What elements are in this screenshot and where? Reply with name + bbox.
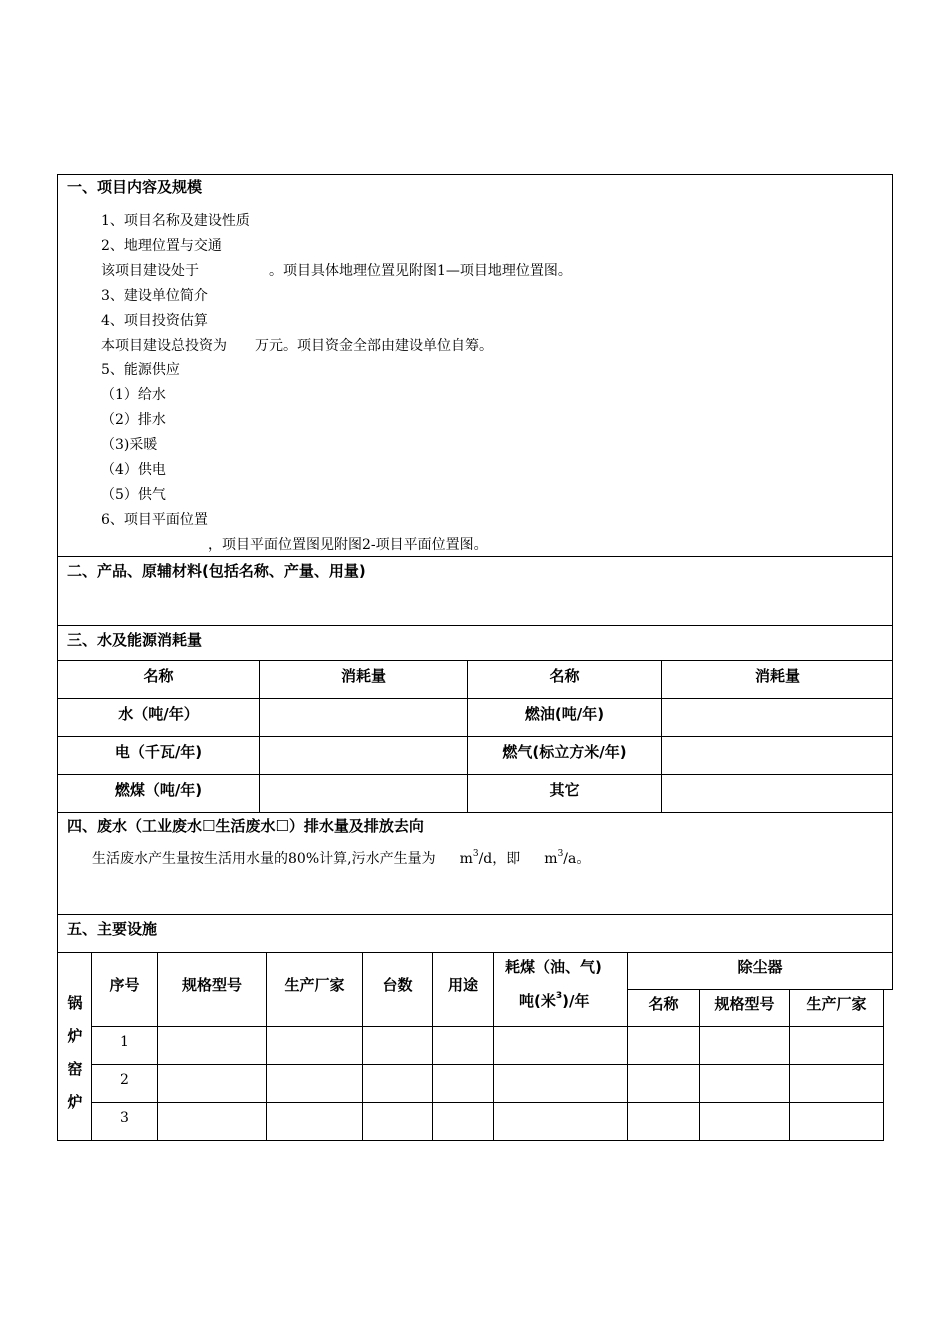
section1-line: 5、能源供应: [101, 362, 180, 378]
section4-heading: 四、废水（工业废水☐生活废水☐）排水量及排放去向: [67, 817, 424, 835]
header-model: 规格型号: [181, 976, 242, 994]
section1-line: （2）排水: [101, 412, 166, 428]
section1-line: （5）供气: [101, 487, 166, 503]
section1-line: 本项目建设总投资为 万元。项目资金全部由建设单位自筹。: [101, 338, 493, 354]
header-dust-collector: 除尘器: [737, 958, 783, 976]
header-fuel-top: 耗煤（油、气): [505, 958, 602, 976]
header-dust-model: 规格型号: [714, 995, 775, 1013]
section1-line: 4、项目投资估算: [101, 313, 208, 329]
header-fuel-bottom: [519, 991, 589, 1011]
table-line: [91, 1102, 884, 1103]
side-label-char: 炉: [67, 1026, 83, 1045]
side-label-char: 锅: [67, 993, 83, 1012]
unit-annual-sup: 3: [557, 849, 564, 859]
section1-line: 1、项目名称及建设性质: [101, 213, 250, 229]
fuel-unit-sup: 3: [555, 991, 563, 1001]
unit-annual-tail: /a。: [563, 851, 591, 867]
energy-value-cell[interactable]: [662, 775, 893, 812]
side-label-char: 炉: [67, 1092, 83, 1111]
fuel-unit-a: 吨(米: [519, 992, 556, 1010]
section2-heading: 二、产品、原辅材料(包括名称、产量、用量): [67, 562, 366, 580]
table-line: [57, 952, 58, 1141]
energy-value-cell[interactable]: [662, 699, 893, 736]
header-maker: 生产厂家: [284, 976, 345, 994]
energy-row-label: 电（千瓦/年): [114, 743, 203, 761]
unit-daily-sup: 3: [472, 849, 479, 859]
energy-header-name: 名称: [143, 667, 174, 685]
section5-heading: 五、主要设施: [67, 920, 158, 938]
energy-row-label: 燃气(标立方米/年): [502, 743, 627, 761]
section1-line: 6、项目平面位置: [101, 512, 208, 528]
header-count: 台数: [382, 976, 413, 994]
row-number: 3: [120, 1110, 129, 1126]
energy-header-name: 名称: [549, 667, 580, 685]
section1-line: （1）给水: [101, 387, 166, 403]
energy-header-consumption: 消耗量: [754, 667, 800, 685]
energy-row-label: 其它: [549, 781, 580, 799]
unit-daily: m: [459, 851, 473, 867]
header-dust-maker: 生产厂家: [806, 995, 867, 1013]
energy-row-label: 水（吨/年）: [118, 705, 199, 723]
section1-line: （4）供电: [101, 462, 166, 478]
section-divider: [57, 556, 893, 557]
energy-value-cell[interactable]: [260, 737, 467, 774]
section1-heading: 一、项目内容及规模: [67, 178, 203, 196]
section1-line: 该项目建设处于 。项目具体地理位置见附图1—项目地理位置图。: [101, 263, 572, 279]
header-dust-name: 名称: [648, 995, 679, 1013]
table-line: [91, 1026, 884, 1027]
unit-annual: m: [544, 851, 558, 867]
unit-daily-tail: /d，即: [478, 851, 521, 867]
energy-value-cell[interactable]: [662, 737, 893, 774]
section-divider: [57, 625, 893, 626]
table-line: [57, 1140, 884, 1141]
energy-value-cell[interactable]: [260, 775, 467, 812]
section3-heading: 三、水及能源消耗量: [67, 631, 203, 649]
table-line: [892, 952, 893, 989]
section1-line: （3)采暖: [101, 437, 158, 453]
wastewater-sentence: 生活废水产生量按生活用水量的80%计算,污水产生量为: [92, 851, 436, 867]
table-line: [493, 952, 494, 1141]
boiler-kiln-label: [59, 965, 91, 1140]
energy-row-label: 燃油(吨/年): [524, 705, 605, 723]
section1-line: ，项目平面位置图见附图2-项目平面位置图。: [208, 537, 488, 553]
row-number: 1: [120, 1034, 129, 1050]
section4-text: [92, 849, 590, 869]
section1-line: 3、建设单位简介: [101, 288, 208, 304]
table-line: [57, 812, 893, 813]
energy-row-label: 燃煤（吨/年): [114, 781, 203, 799]
side-label-char: 窑: [67, 1059, 83, 1078]
energy-value-cell[interactable]: [260, 699, 467, 736]
table-line: [883, 989, 884, 1141]
section1-line: 2、地理位置与交通: [101, 238, 222, 254]
energy-header-consumption: 消耗量: [340, 667, 386, 685]
header-use: 用途: [447, 976, 478, 994]
section-divider: [57, 914, 893, 915]
fuel-unit-b: )/年: [562, 992, 590, 1010]
header-seq: 序号: [109, 976, 140, 994]
row-number: 2: [120, 1072, 129, 1088]
table-line: [91, 1064, 884, 1065]
